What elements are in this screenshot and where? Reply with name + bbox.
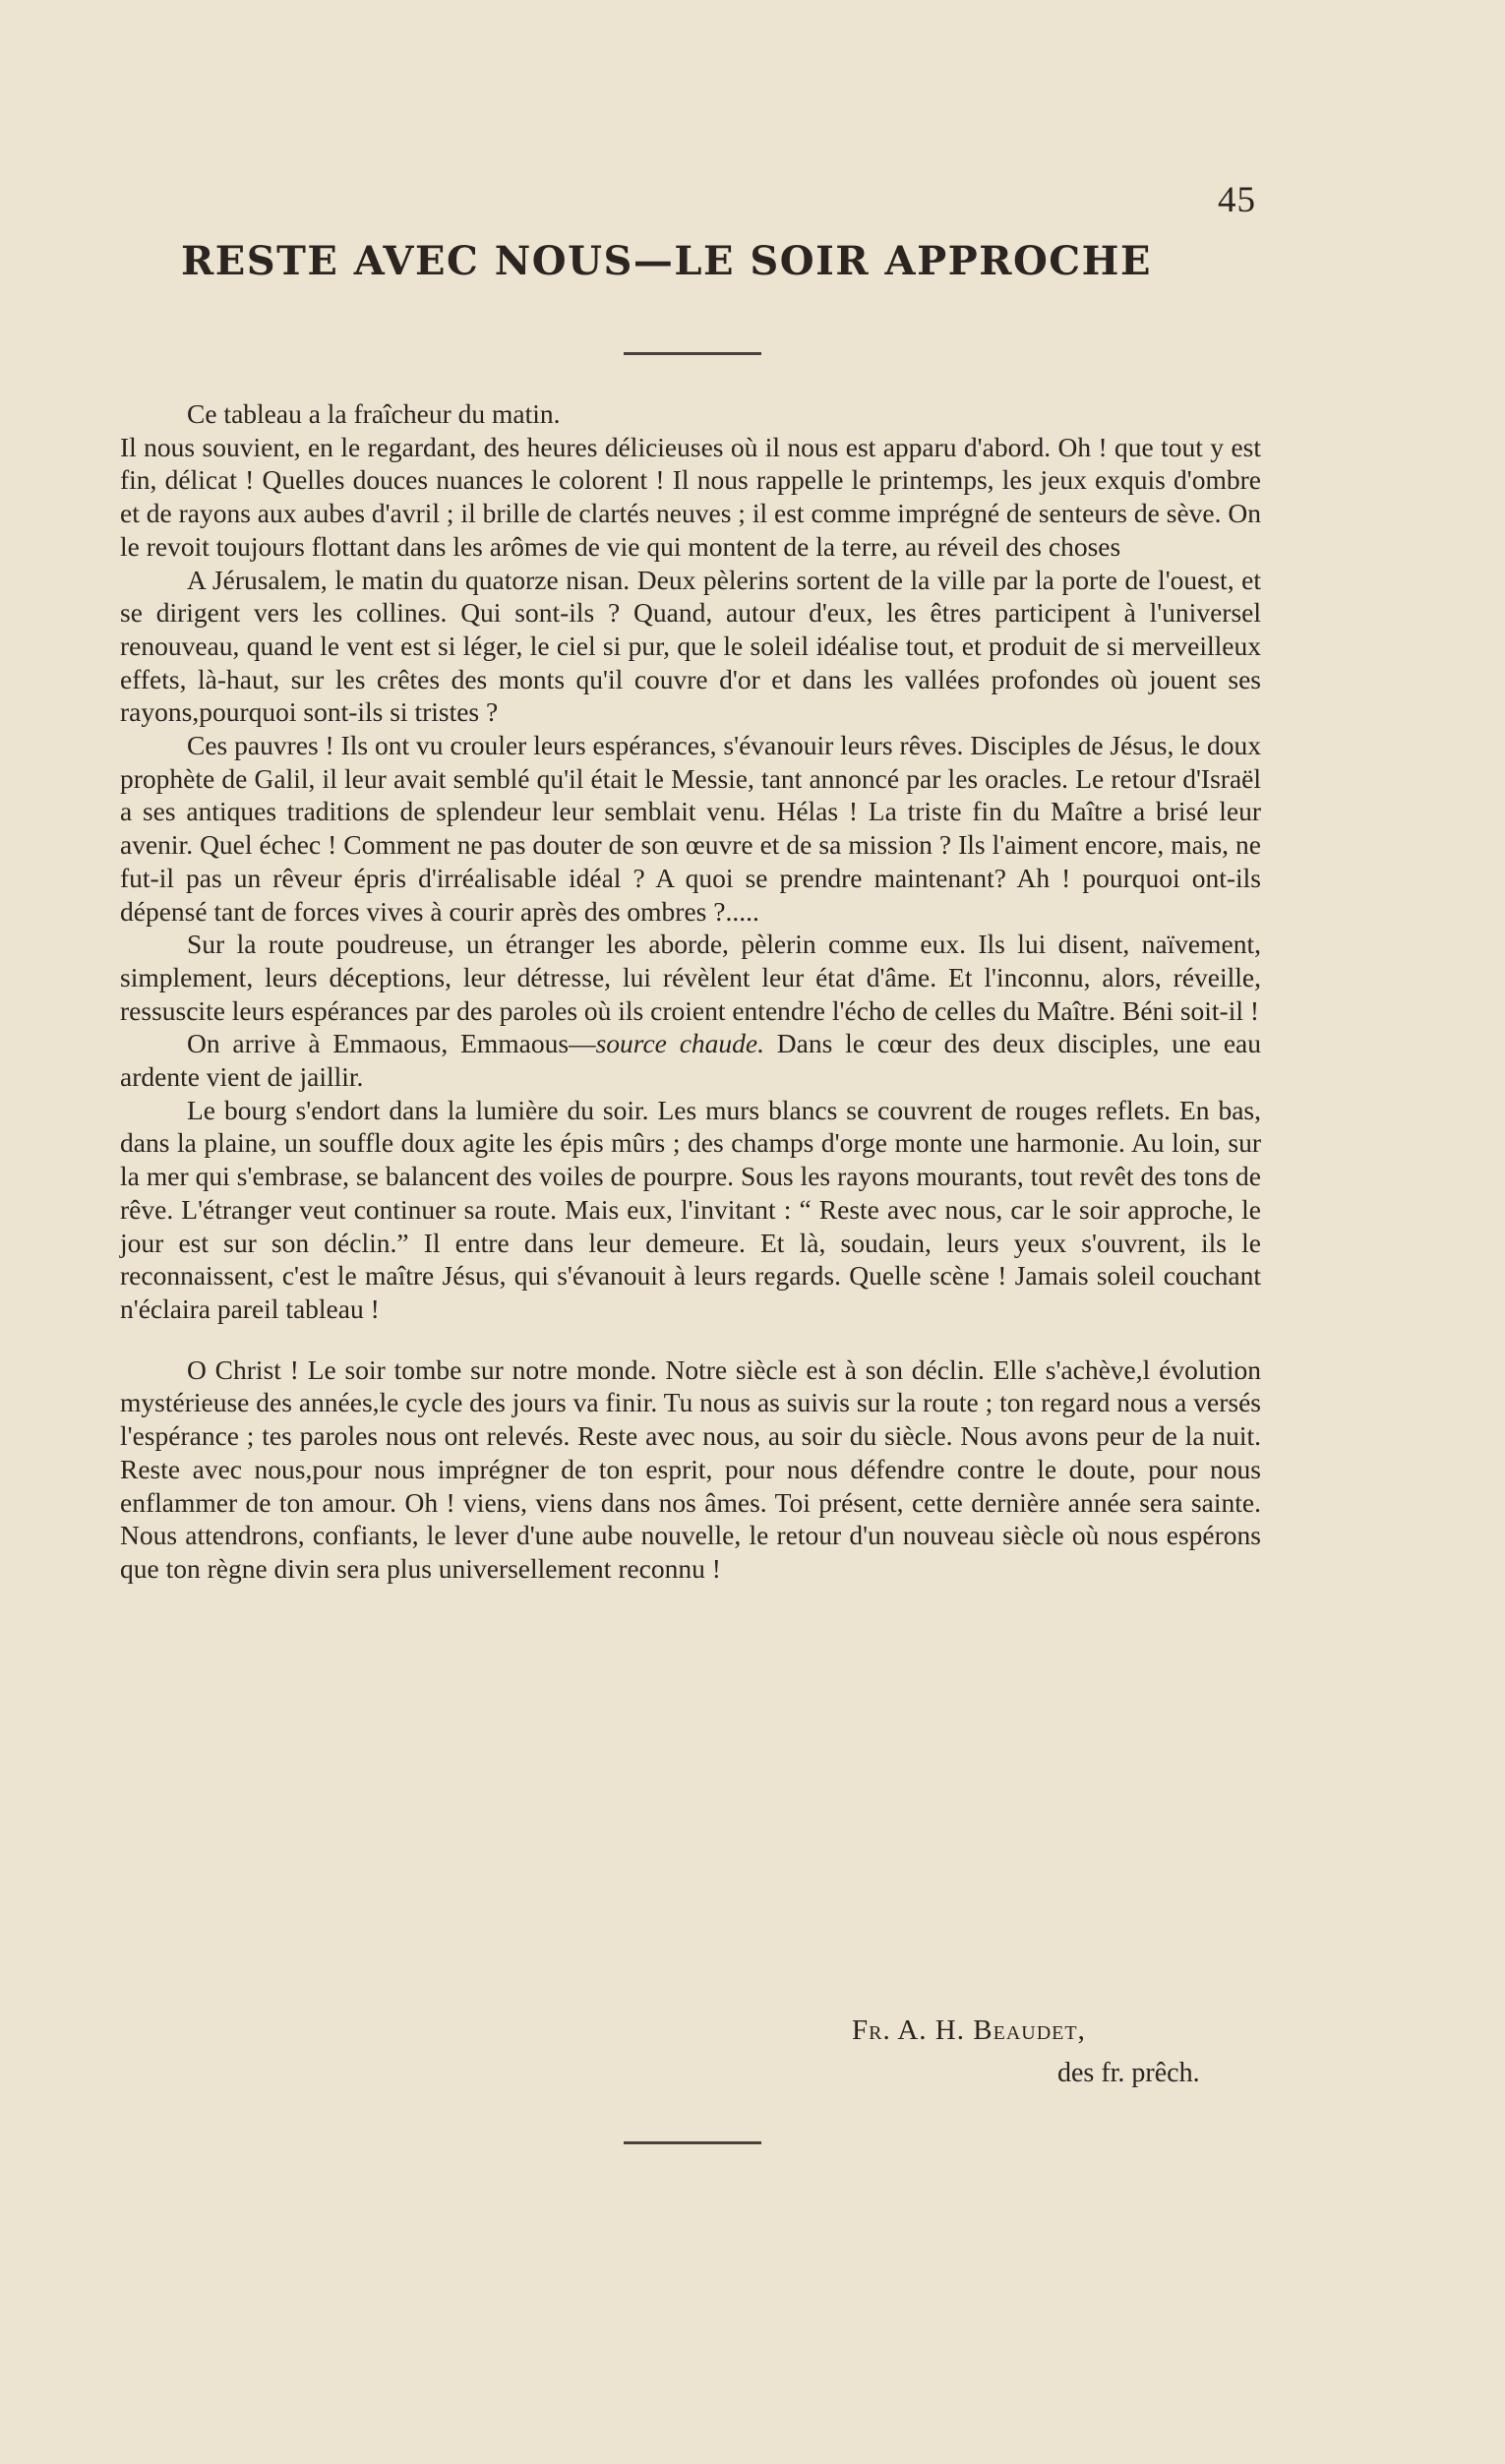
paragraph-5: Sur la route poudreuse, un étranger les aborde, pèlerin comme eux. Ils lui disent, naïvement, simplement, leurs déceptions, leur détresse, lui révèlent leur état d'âme. Et l'inconnu, alors, réveille, ressuscite leurs espérances par des paroles où ils croient entendre l'écho de celles du Maître. Béni soit-il ! xyxy=(120,929,1261,1026)
end-divider xyxy=(624,2141,761,2144)
paragraph-7: Le bourg s'endort dans la lumière du soir. Les murs blancs se couvrent de rouges reflets. En bas, dans la plaine, un souffle doux agite les épis mûrs ; des champs d'orge monte une harmonie. Au loin, sur la mer qui s'embrase, se balancent des voiles de pourpre. Sous les rayons mourants, tout revêt des tons de rêve. L'étranger veut continuer sa route. Mais eux, l'invitant : “ Reste avec nous, car le soir approche, le jour est sur son déclin.” Il entre dans leur demeure. Et là, soudain, leurs yeux s'ouvrent, ils le reconnaissent, c'est le maître Jésus, qui s'évanouit à leurs regards. Quelle scène ! Jamais soleil couchant n'éclaira pareil tableau ! xyxy=(120,1094,1261,1324)
section-gap xyxy=(120,1326,1261,1353)
paragraph-6-end: Dans le cœur des deux disciples, une eau ardente vient de jaillir. xyxy=(120,1028,1261,1093)
paragraph-6-emphasis: source chaude. xyxy=(595,1028,764,1059)
paragraph-1: Ce tableau a la fraîcheur du matin. xyxy=(187,398,561,429)
paragraph-4: Ces pauvres ! Ils ont vu crouler leurs espérances, s'évanouir leurs rêves. Disciples de Jésus, le doux prophète de Galil, il leur avait semblé qu'il était le Messie, tant annoncé par les oracles. Le retour d'Israël a ses antiques traditions de splendeur leur semblait venu. Hélas ! La triste fin du Maître a brisé leur avenir. Quel échec ! Comment ne pas douter de son œuvre et de sa mission ? Ils l'aiment encore, mais, ne fut-il pas un rêveur épris d'irréalisable idéal ? A quoi se prendre maintenant? Ah ! pourquoi ont-ils dépensé tant de forces vives à courir après des ombres ?..... xyxy=(120,730,1261,927)
author-signature: Fr. A. H. Beaudet, xyxy=(852,2014,1086,2046)
paragraph-6 xyxy=(120,1027,1261,1093)
title-divider xyxy=(624,352,761,355)
paragraph-3: A Jérusalem, le matin du quatorze nisan. Deux pèlerins sortent de la ville par la porte de l'ouest, et se dirigent vers les collines. Qui sont-ils ? Quand, autour d'eux, les êtres participent à l'universel renouveau, quand le vent est si léger, le ciel si pur, que le soleil idéalise tout, et produit de si merveilleux effets, là-haut, sur les crêtes des monts qu'il couvre d'or et dans les vallées profondes où jouent ses rayons,pourquoi sont-ils si tristes ? xyxy=(120,564,1261,728)
author-affiliation: des fr. prêch. xyxy=(1057,2058,1200,2088)
paragraph-8: O Christ ! Le soir tombe sur notre monde. Notre siècle est à son déclin. Elle s'achève,l évolution mystérieuse des années,le cycle des jours va finir. Tu nous as suivis sur la route ; ton regard nous a versés l'espérance ; tes paroles nous ont relevés. Reste avec nous, au soir du siècle. Nous avons peur de la nuit. Reste avec nous,pour nous imprégner de ton esprit, pour nous défendre contre le doute, pour nous enflammer de ton amour. Oh ! viens, viens dans nos âmes. Toi présent, cette dernière année sera sainte. Nous attendrons, confiants, le lever d'une aube nouvelle, le retour d'un nouveau siècle où nous espérons que ton règne divin sera plus universellement reconnu ! xyxy=(120,1353,1261,1584)
paragraph-6-start: On arrive à Emmaous, Emmaous— xyxy=(187,1028,596,1059)
page-number: 45 xyxy=(1218,180,1256,220)
article-title: RESTE AVEC NOUS—LE SOIR APPROCHE xyxy=(181,238,1152,284)
paragraph-2: Il nous souvient, en le regardant, des heures délicieuses où il nous est apparu d'abord. Oh ! que tout y est fin, délicat ! Quelles douces nuances le colorent ! Il nous rappelle le printemps, les jeux exquis d'ombre et de rayons aux aubes d'avril ; il brille de clartés neuves ; il est comme imprégné de senteurs de sève. On le revoit toujours flottant dans les arômes de vie qui montent de la terre, au réveil des choses xyxy=(120,431,1261,562)
article-body xyxy=(120,397,1261,1586)
